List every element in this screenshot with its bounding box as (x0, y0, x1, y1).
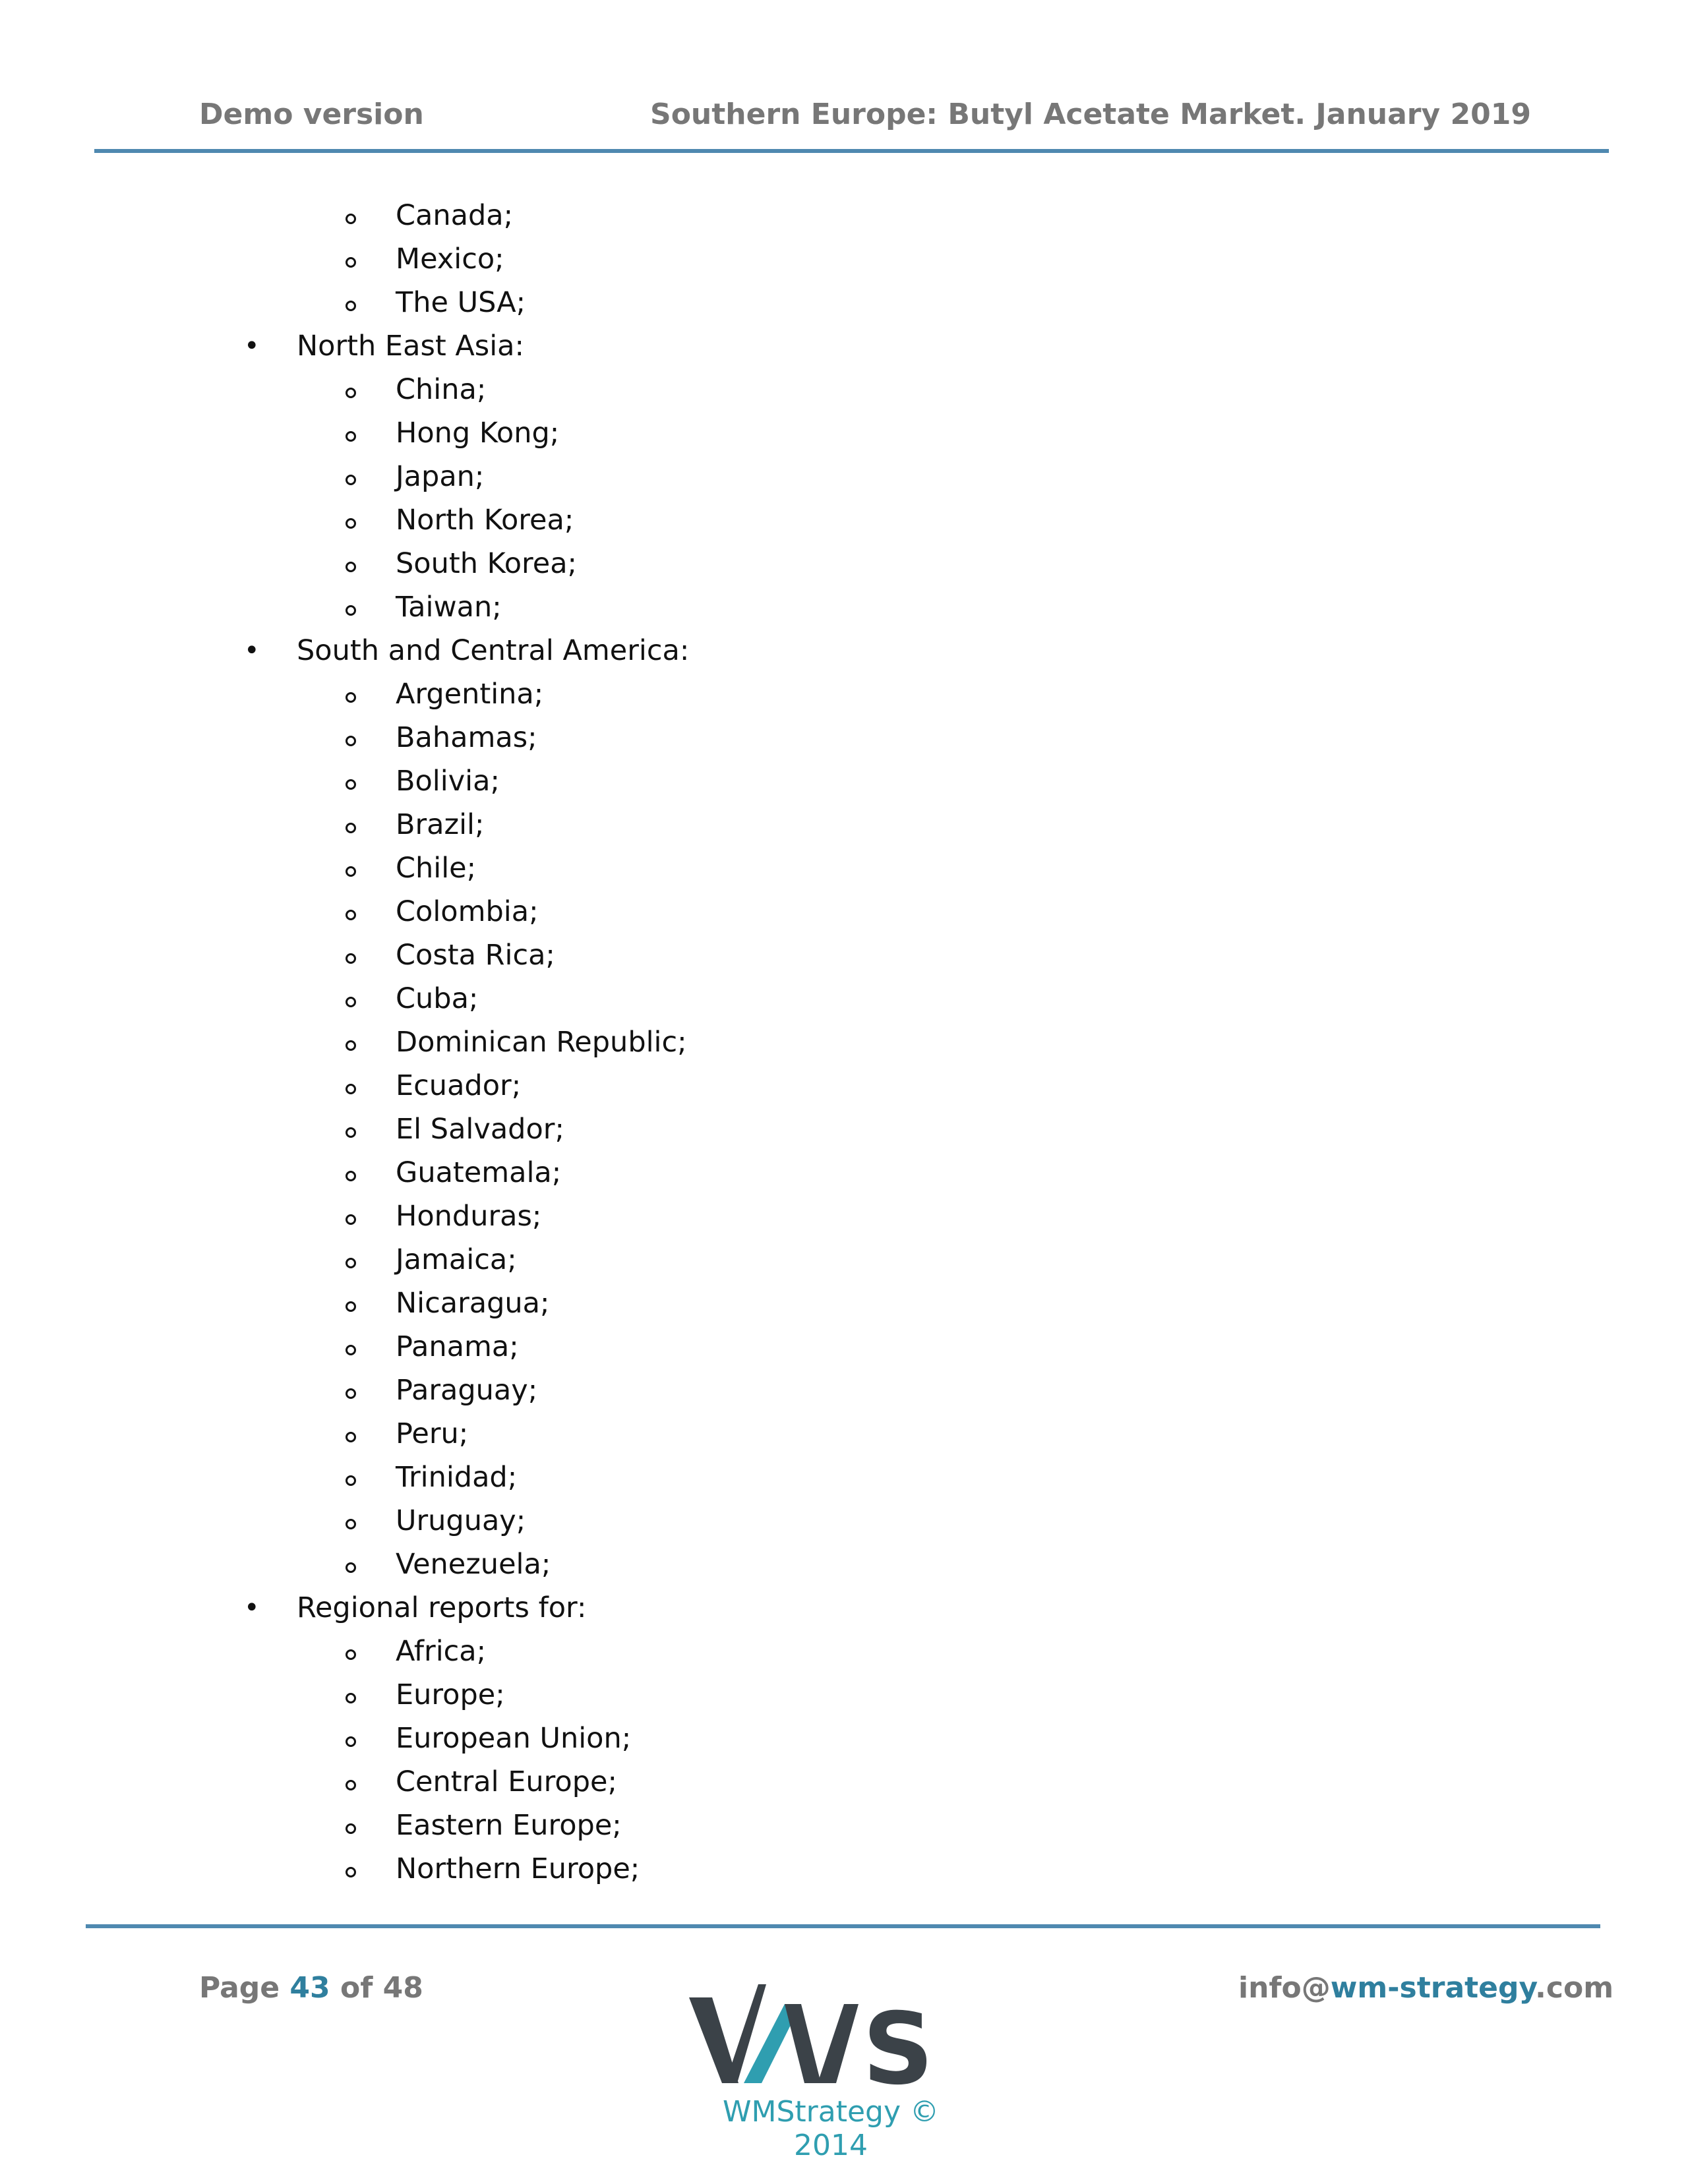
circle-bullet-icon (346, 605, 356, 616)
circle-bullet-icon (346, 692, 356, 703)
list-item-text: Costa Rica; (396, 939, 555, 972)
country-item (0, 1369, 689, 1412)
circle-bullet-icon (346, 866, 356, 877)
logo-caption: WMStrategy © 2014 (723, 2095, 939, 2162)
logo-m-right (818, 2004, 859, 2083)
list-item-text: Venezuela; (396, 1548, 551, 1581)
country-item (0, 1543, 689, 1586)
list-item-text: Cuba; (396, 982, 479, 1015)
list-item-text: Northern Europe; (396, 1852, 640, 1885)
circle-bullet-icon (346, 1519, 356, 1529)
country-item (0, 1325, 689, 1369)
country-item (0, 977, 689, 1020)
circle-bullet-icon (346, 1736, 356, 1747)
circle-bullet-icon (346, 431, 356, 442)
country-item (0, 1064, 689, 1107)
circle-bullet-icon (346, 1171, 356, 1181)
list-item-text: Japan; (396, 460, 485, 493)
circle-bullet-icon (346, 214, 356, 224)
region-heading-item (0, 1586, 689, 1630)
page-total: 48 (382, 1971, 423, 2005)
list-item-text: China; (396, 373, 487, 406)
list-item-text: South Korea; (396, 547, 578, 580)
circle-bullet-icon (346, 736, 356, 746)
list-item-text: Argentina; (396, 678, 544, 711)
list-item-text: Ecuador; (396, 1069, 522, 1102)
circle-bullet-icon (346, 1345, 356, 1355)
page-current: 43 (289, 1971, 330, 2005)
email-domain: wm-strategy (1330, 1971, 1536, 2005)
list-item-text: Mexico; (396, 243, 504, 276)
logo-s-glyph: S (862, 1992, 934, 2103)
country-item (0, 1020, 689, 1064)
bullet-icon: • (244, 331, 260, 361)
list-item-text: North Korea; (396, 504, 574, 537)
circle-bullet-icon (346, 1084, 356, 1094)
circle-bullet-icon (346, 1562, 356, 1573)
country-item (0, 455, 689, 498)
circle-bullet-icon (346, 1649, 356, 1660)
country-item (0, 411, 689, 455)
page-separator: of (330, 1971, 383, 2005)
list-item-text: Chile; (396, 852, 477, 885)
country-item (0, 890, 689, 933)
list-item-text: El Salvador; (396, 1113, 564, 1146)
country-item (0, 1195, 689, 1238)
country-item (0, 281, 689, 324)
list-item-text: Guatemala; (396, 1156, 562, 1189)
circle-bullet-icon (346, 1301, 356, 1312)
list-item-text: The USA; (396, 286, 526, 319)
header-demo-label: Demo version (199, 98, 424, 131)
email-tld: .com (1535, 1971, 1614, 2005)
circle-bullet-icon (346, 1258, 356, 1268)
circle-bullet-icon (346, 910, 356, 920)
country-item (0, 1717, 689, 1760)
email-user: info@ (1238, 1971, 1331, 2005)
circle-bullet-icon (346, 1823, 356, 1834)
circle-bullet-icon (346, 823, 356, 833)
region-heading-item (0, 324, 689, 368)
circle-bullet-icon (346, 1127, 356, 1138)
circle-bullet-icon (346, 1867, 356, 1877)
circle-bullet-icon (346, 953, 356, 964)
country-item (0, 759, 689, 803)
list-item-text: Hong Kong; (396, 417, 560, 450)
list-item-text: Brazil; (396, 808, 485, 841)
bullet-icon: • (244, 1593, 260, 1623)
circle-bullet-icon (346, 1040, 356, 1051)
list-item-text: Nicaragua; (396, 1287, 550, 1320)
country-item (0, 672, 689, 716)
circle-bullet-icon (346, 562, 356, 572)
country-item (0, 194, 689, 237)
circle-bullet-icon (346, 1475, 356, 1486)
list-item-text: Uruguay; (396, 1504, 526, 1537)
header-report-title: Southern Europe: Butyl Acetate Market. January 2019 (650, 98, 1531, 131)
country-item (0, 1499, 689, 1543)
country-item (0, 846, 689, 890)
country-item (0, 368, 689, 411)
circle-bullet-icon (346, 1693, 356, 1703)
country-item (0, 1238, 689, 1282)
region-heading-item (0, 629, 689, 672)
country-item (0, 1673, 689, 1717)
list-item-text: Bolivia; (396, 765, 500, 798)
country-list (0, 194, 689, 1891)
country-item (0, 1412, 689, 1456)
country-item (0, 1107, 689, 1151)
circle-bullet-icon (346, 1780, 356, 1790)
list-item-text: Canada; (396, 199, 514, 232)
country-item (0, 1804, 689, 1847)
list-item-text: Europe; (396, 1678, 505, 1711)
list-item-text: Regional reports for: (297, 1591, 587, 1624)
country-item (0, 1151, 689, 1195)
page-indicator (199, 1971, 423, 2005)
circle-bullet-icon (346, 1432, 356, 1442)
logo-m-mid (785, 2004, 821, 2083)
list-item-text: Trinidad; (396, 1461, 518, 1494)
country-item (0, 1456, 689, 1499)
circle-bullet-icon (346, 518, 356, 529)
page-prefix: Page (199, 1971, 290, 2005)
country-item (0, 1282, 689, 1325)
wms-logo (686, 1978, 963, 2103)
footer-divider (86, 1924, 1600, 1928)
circle-bullet-icon (346, 475, 356, 485)
country-item (0, 716, 689, 759)
list-item-text: Taiwan; (396, 591, 502, 624)
circle-bullet-icon (346, 1388, 356, 1399)
list-item-text: Jamaica; (396, 1243, 517, 1276)
list-item-text: Eastern Europe; (396, 1809, 622, 1842)
list-item-text: Paraguay; (396, 1374, 538, 1407)
country-item (0, 803, 689, 846)
list-item-text: South and Central America: (297, 634, 690, 667)
list-item-text: North East Asia: (297, 330, 524, 363)
circle-bullet-icon (346, 1214, 356, 1225)
circle-bullet-icon (346, 779, 356, 790)
circle-bullet-icon (346, 301, 356, 311)
list-item-text: Central Europe; (396, 1765, 617, 1798)
contact-email[interactable] (1238, 1971, 1613, 2005)
country-item (0, 1630, 689, 1673)
circle-bullet-icon (346, 388, 356, 398)
list-item-text: Panama; (396, 1330, 519, 1363)
country-item (0, 237, 689, 281)
bullet-icon: • (244, 635, 260, 666)
list-item-text: Peru; (396, 1417, 469, 1450)
country-item (0, 1847, 689, 1891)
country-item (0, 498, 689, 542)
list-item-text: European Union; (396, 1722, 632, 1755)
list-item-text: Dominican Republic; (396, 1026, 687, 1059)
circle-bullet-icon (346, 257, 356, 268)
country-item (0, 542, 689, 585)
list-item-text: Africa; (396, 1635, 487, 1668)
country-item (0, 933, 689, 977)
circle-bullet-icon (346, 997, 356, 1007)
list-item-text: Colombia; (396, 895, 539, 928)
list-item-text: Bahamas; (396, 721, 537, 754)
country-item (0, 585, 689, 629)
list-item-text: Honduras; (396, 1200, 542, 1233)
header-divider (94, 149, 1609, 153)
country-item (0, 1760, 689, 1804)
